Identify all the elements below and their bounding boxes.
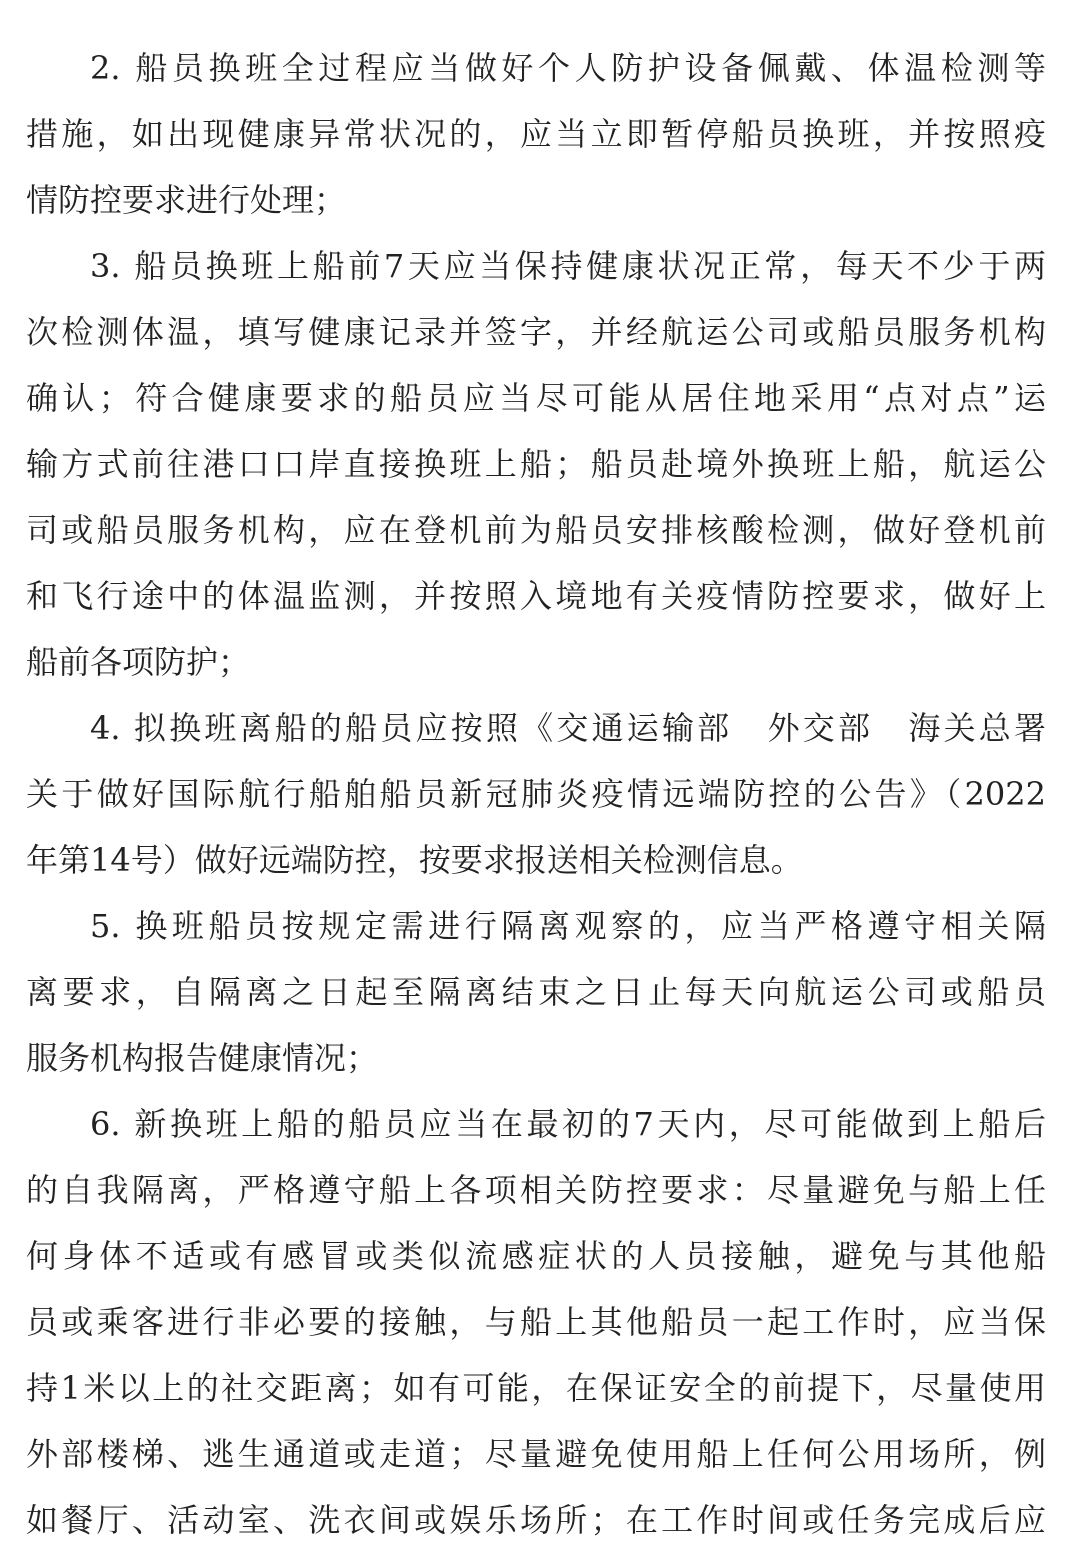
text-line: 离要求，自隔离之日起至隔离结束之日止每天向航运公司或船员 (26, 973, 1046, 1011)
text-line: 如餐厅、活动室、洗衣间或娱乐场所；在工作时间或任务完成后应 (26, 1501, 1046, 1539)
text-line: 措施，如出现健康异常状况的，应当立即暂停船员换班，并按照疫 (26, 115, 1046, 153)
text-line: 2. 船员换班全过程应当做好个人防护设备佩戴、体温检测等 (90, 49, 1046, 87)
text-line: 船前各项防护； (26, 643, 251, 681)
text-line: 何身体不适或有感冒或类似流感症状的人员接触，避免与其他船 (26, 1237, 1046, 1275)
text-line: 情防控要求进行处理； (26, 181, 347, 219)
text-line: 确认；符合健康要求的船员应当尽可能从居住地采用“点对点”运 (26, 379, 1046, 417)
text-line: 5. 换班船员按规定需进行隔离观察的，应当严格遵守相关隔 (90, 907, 1046, 945)
text-line: 司或船员服务机构，应在登机前为船员安排核酸检测，做好登机前 (26, 511, 1046, 549)
text-line: 6. 新换班上船的船员应当在最初的7天内，尽可能做到上船后 (90, 1105, 1046, 1143)
text-line: 外部楼梯、逃生通道或走道；尽量避免使用船上任何公用场所，例 (26, 1435, 1046, 1473)
text-line: 3. 船员换班上船前7天应当保持健康状况正常，每天不少于两 (90, 247, 1046, 285)
text-line: 4. 拟换班离船的船员应按照《交通运输部 外交部 海关总署 (90, 709, 1046, 747)
text-line: 次检测体温，填写健康记录并签字，并经航运公司或船员服务机构 (26, 313, 1046, 351)
text-line: 年第14号）做好远端防控，按要求报送相关检测信息。 (26, 841, 803, 879)
text-line: 输方式前往港口口岸直接换班上船；船员赴境外换班上船，航运公 (26, 445, 1046, 483)
text-line: 和飞行途中的体温监测，并按照入境地有关疫情防控要求，做好上 (26, 577, 1046, 615)
text-line: 服务机构报告健康情况； (26, 1039, 379, 1077)
text-line: 持1米以上的社交距离；如有可能，在保证安全的前提下，尽量使用 (26, 1369, 1046, 1407)
text-line: 关于做好国际航行船舶船员新冠肺炎疫情远端防控的公告》（2022 (26, 775, 1046, 813)
text-line: 的自我隔离，严格遵守船上各项相关防控要求：尽量避免与船上任 (26, 1171, 1046, 1209)
text-line: 员或乘客进行非必要的接触，与船上其他船员一起工作时，应当保 (26, 1303, 1046, 1341)
